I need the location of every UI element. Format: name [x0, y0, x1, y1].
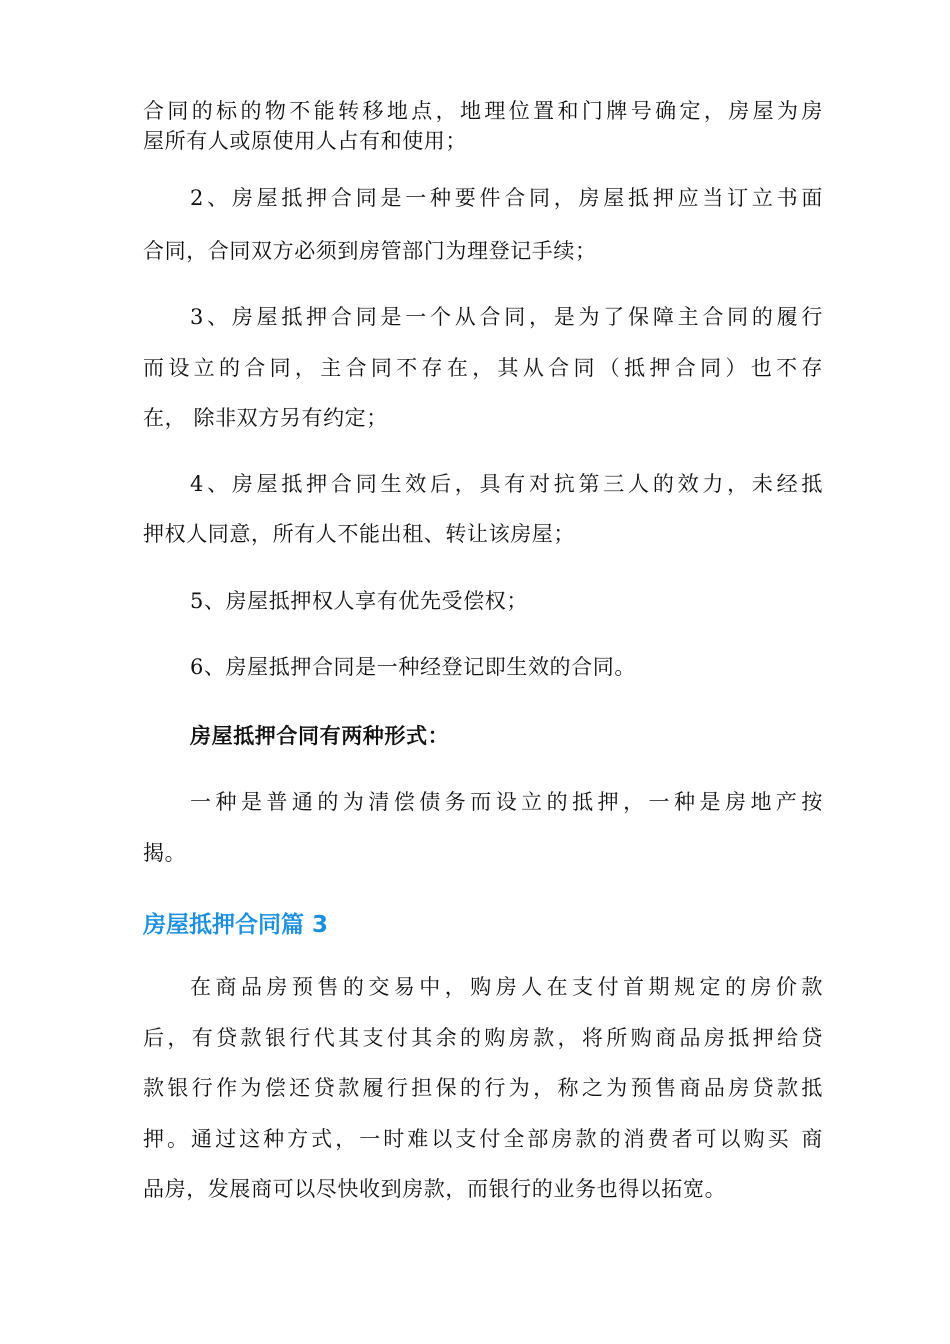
paragraph-line: 屋所有人或原使用人占有和使用；: [143, 129, 467, 153]
section-paragraph-line: 押。通过这种方式，一时难以支付全部房款的消费者可以购买 商: [143, 1127, 823, 1151]
list-item-2-line: 2、房屋抵押合同是一种要件合同，房屋抵押应当订立书面: [190, 186, 823, 210]
list-item-3-line: 3、房屋抵押合同是一个从合同，是为了保障主合同的履行: [190, 305, 823, 329]
list-item-4-line: 4、房屋抵押合同生效后，具有对抗第三人的效力，未经抵: [190, 472, 823, 496]
forms-text-line: 一种是普通的为清偿债务而设立的抵押，一种是房地产按: [190, 790, 823, 814]
section-paragraph-line: 品房，发展商可以尽快收到房款，而银行的业务也得以拓宽。: [143, 1177, 727, 1201]
list-item-3-line: 而设立的合同，主合同不存在，其从合同（抵押合同）也不存: [143, 356, 823, 380]
section-title: 房屋抵押合同篇 3: [143, 912, 329, 938]
list-item-5: 5、房屋抵押权人享有优先受偿权；: [190, 589, 528, 613]
paragraph-line: 合同的标的物不能转移地点，地理位置和门牌号确定，房屋为房: [143, 99, 823, 123]
list-item-3-line: 在， 除非双方另有约定；: [143, 406, 388, 430]
section-paragraph-line: 后，有贷款银行代其支付其余的购房款，将所购商品房抵押给贷: [143, 1026, 823, 1050]
section-paragraph-line: 在商品房预售的交易中，购房人在支付首期规定的房价款: [190, 975, 823, 999]
forms-heading: 房屋抵押合同有两种形式：: [190, 723, 450, 748]
list-item-4-line: 押权人同意，所有人不能出租、转让该房屋；: [143, 522, 575, 546]
forms-text-line: 揭。: [143, 841, 187, 865]
section-paragraph-line: 款银行作为偿还贷款履行担保的行为，称之为预售商品房贷款抵: [143, 1076, 823, 1100]
list-item-6: 6、房屋抵押合同是一种经登记即生效的合同。: [190, 655, 636, 679]
list-item-2-line: 合同，合同双方必须到房管部门为理登记手续；: [143, 239, 597, 263]
